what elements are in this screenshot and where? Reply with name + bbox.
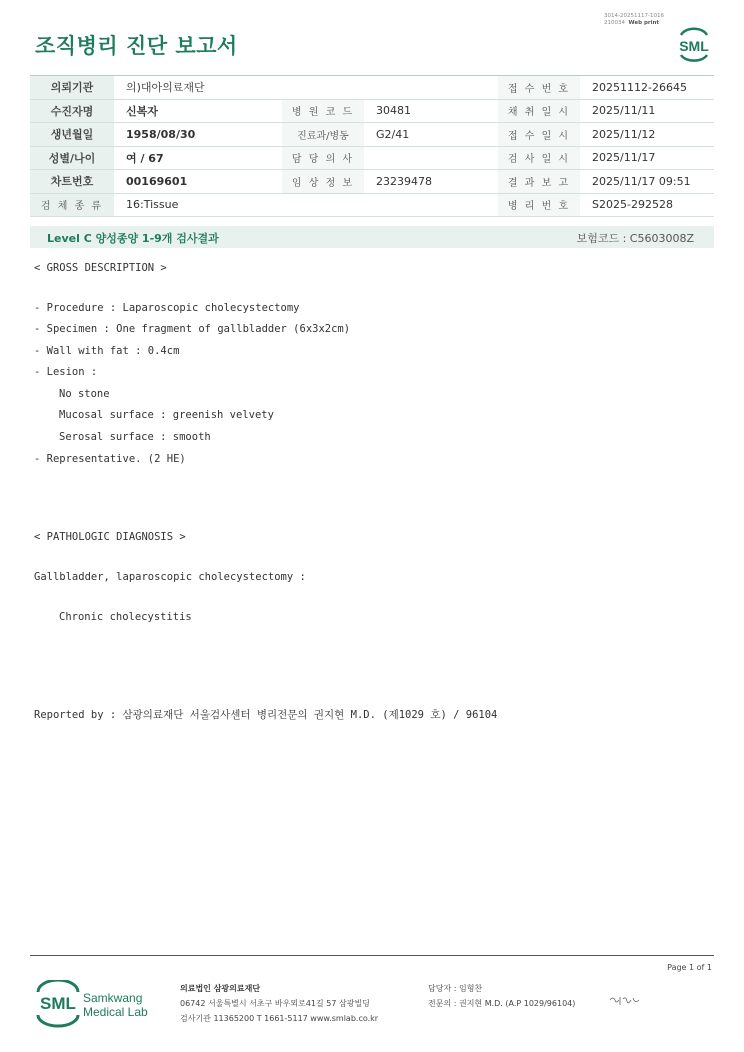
result-bar [30,226,714,248]
document-code-line2: 210034 [604,20,625,26]
patient-info-table [30,75,714,217]
receipt-no-label: 접 수 번 호 [498,76,580,100]
pathology-no-label: 병 리 번 호 [498,193,580,217]
requester-label: 의뢰기관 [30,76,114,100]
no-stone-line: No stone [59,388,110,400]
hospital-code-value: 30481 [364,99,498,123]
sex-age-value: 여 / 67 [114,146,282,170]
collect-date-value: 2025/11/11 [580,99,714,123]
patient-value: 신복자 [114,99,282,123]
samkwang-logo-line1: Samkwang [83,991,143,1005]
sml-logo [676,24,712,66]
specialist: 전문의 : 권지현 M.D. (A.P 1029/96104) [428,999,576,1008]
specimen-line: - Specimen : One fragment of gallbladder (6x3x2cm) [34,323,351,335]
report-date-value: 2025/11/17 09:51 [580,170,714,194]
lesion-line: - Lesion : [34,366,98,378]
insurance-code: 보험코드 : C5603008Z [576,232,694,245]
representative-line: - Representative. (2 HE) [34,453,186,465]
hospital-code-label: 병 원 코 드 [282,99,364,123]
birth-value: 1958/08/30 [114,123,282,147]
document-code-line1: 3014-20251117-1016 [604,13,664,19]
birth-label: 생년월일 [30,123,114,147]
collect-date-label: 채 취 일 시 [498,99,580,123]
web-print-label: Web print [628,20,660,26]
table-row [30,123,714,147]
specimen-type-label: 검 체 종 류 [30,193,114,217]
report-date-label: 결 과 보 고 [498,170,580,194]
specimen-type-value: 16:Tissue [114,193,498,217]
exam-date-label: 검 사 일 시 [498,146,580,170]
result-title: Level C 양성종양 1-9개 검사결과 [47,232,219,245]
table-row [30,170,714,194]
org-address: 06742 서울특별시 서초구 바우뫼로41길 57 삼광빌딩 [180,999,370,1008]
signature [608,993,642,1012]
footer-divider [30,955,714,956]
diagnosis-site: Gallbladder, laparoscopic cholecystectomy : [34,571,306,583]
serosal-line: Serosal surface : smooth [59,431,211,443]
staff-in-charge: 담당자 : 임형찬 [428,984,483,993]
dept-label: 진료과/병동 [282,123,364,147]
mucosal-line: Mucosal surface : greenish velvety [59,409,274,421]
clinical-value: 23239478 [364,170,498,194]
gross-heading: < GROSS DESCRIPTION > [34,262,167,274]
page-title: 조직병리 진단 보고서 [35,34,238,58]
org-contact: 검사기관 11365200 T 1661-5117 www.smlab.co.kr [180,1014,379,1023]
table-row [30,193,714,217]
receipt-date-label: 접 수 일 시 [498,123,580,147]
diagnosis-text: Chronic cholecystitis [59,611,192,623]
chart-value: 00169601 [114,170,282,194]
chart-label: 차트번호 [30,170,114,194]
footer-staff [428,981,575,1011]
document-code [604,13,664,27]
table-row [30,99,714,123]
receipt-no-value: 20251112-26645 [580,76,714,100]
samkwang-logo [36,980,156,1032]
dept-value: G2/41 [364,123,498,147]
clinical-label: 임 상 정 보 [282,170,364,194]
page-number: Page 1 of 1 [667,963,712,972]
doctor-value [364,146,498,170]
pathology-no-value: S2025-292528 [580,193,714,217]
doctor-label: 담 당 의 사 [282,146,364,170]
samkwang-logo-line2: Medical Lab [83,1005,148,1019]
requester-value: 의)대아의료재단 [114,76,498,100]
footer-organization [180,981,378,1026]
sml-logo-text: SML [679,38,709,54]
diagnosis-heading: < PATHOLOGIC DIAGNOSIS > [34,531,186,543]
table-row [30,76,714,100]
procedure-line: - Procedure : Laparoscopic cholecystectomy [34,302,300,314]
reported-by: Reported by : 삼광의료재단 서울검사센터 병리전문의 권지현 M.D. (제1029 호) / 96104 [34,709,498,721]
samkwang-logo-mark: SML [40,994,76,1013]
patient-label: 수진자명 [30,99,114,123]
receipt-date-value: 2025/11/12 [580,123,714,147]
exam-date-value: 2025/11/17 [580,146,714,170]
wall-line: - Wall with fat : 0.4cm [34,345,180,357]
table-row [30,146,714,170]
org-name: 의료법인 삼광의료재단 [180,984,261,993]
sex-age-label: 성별/나이 [30,146,114,170]
